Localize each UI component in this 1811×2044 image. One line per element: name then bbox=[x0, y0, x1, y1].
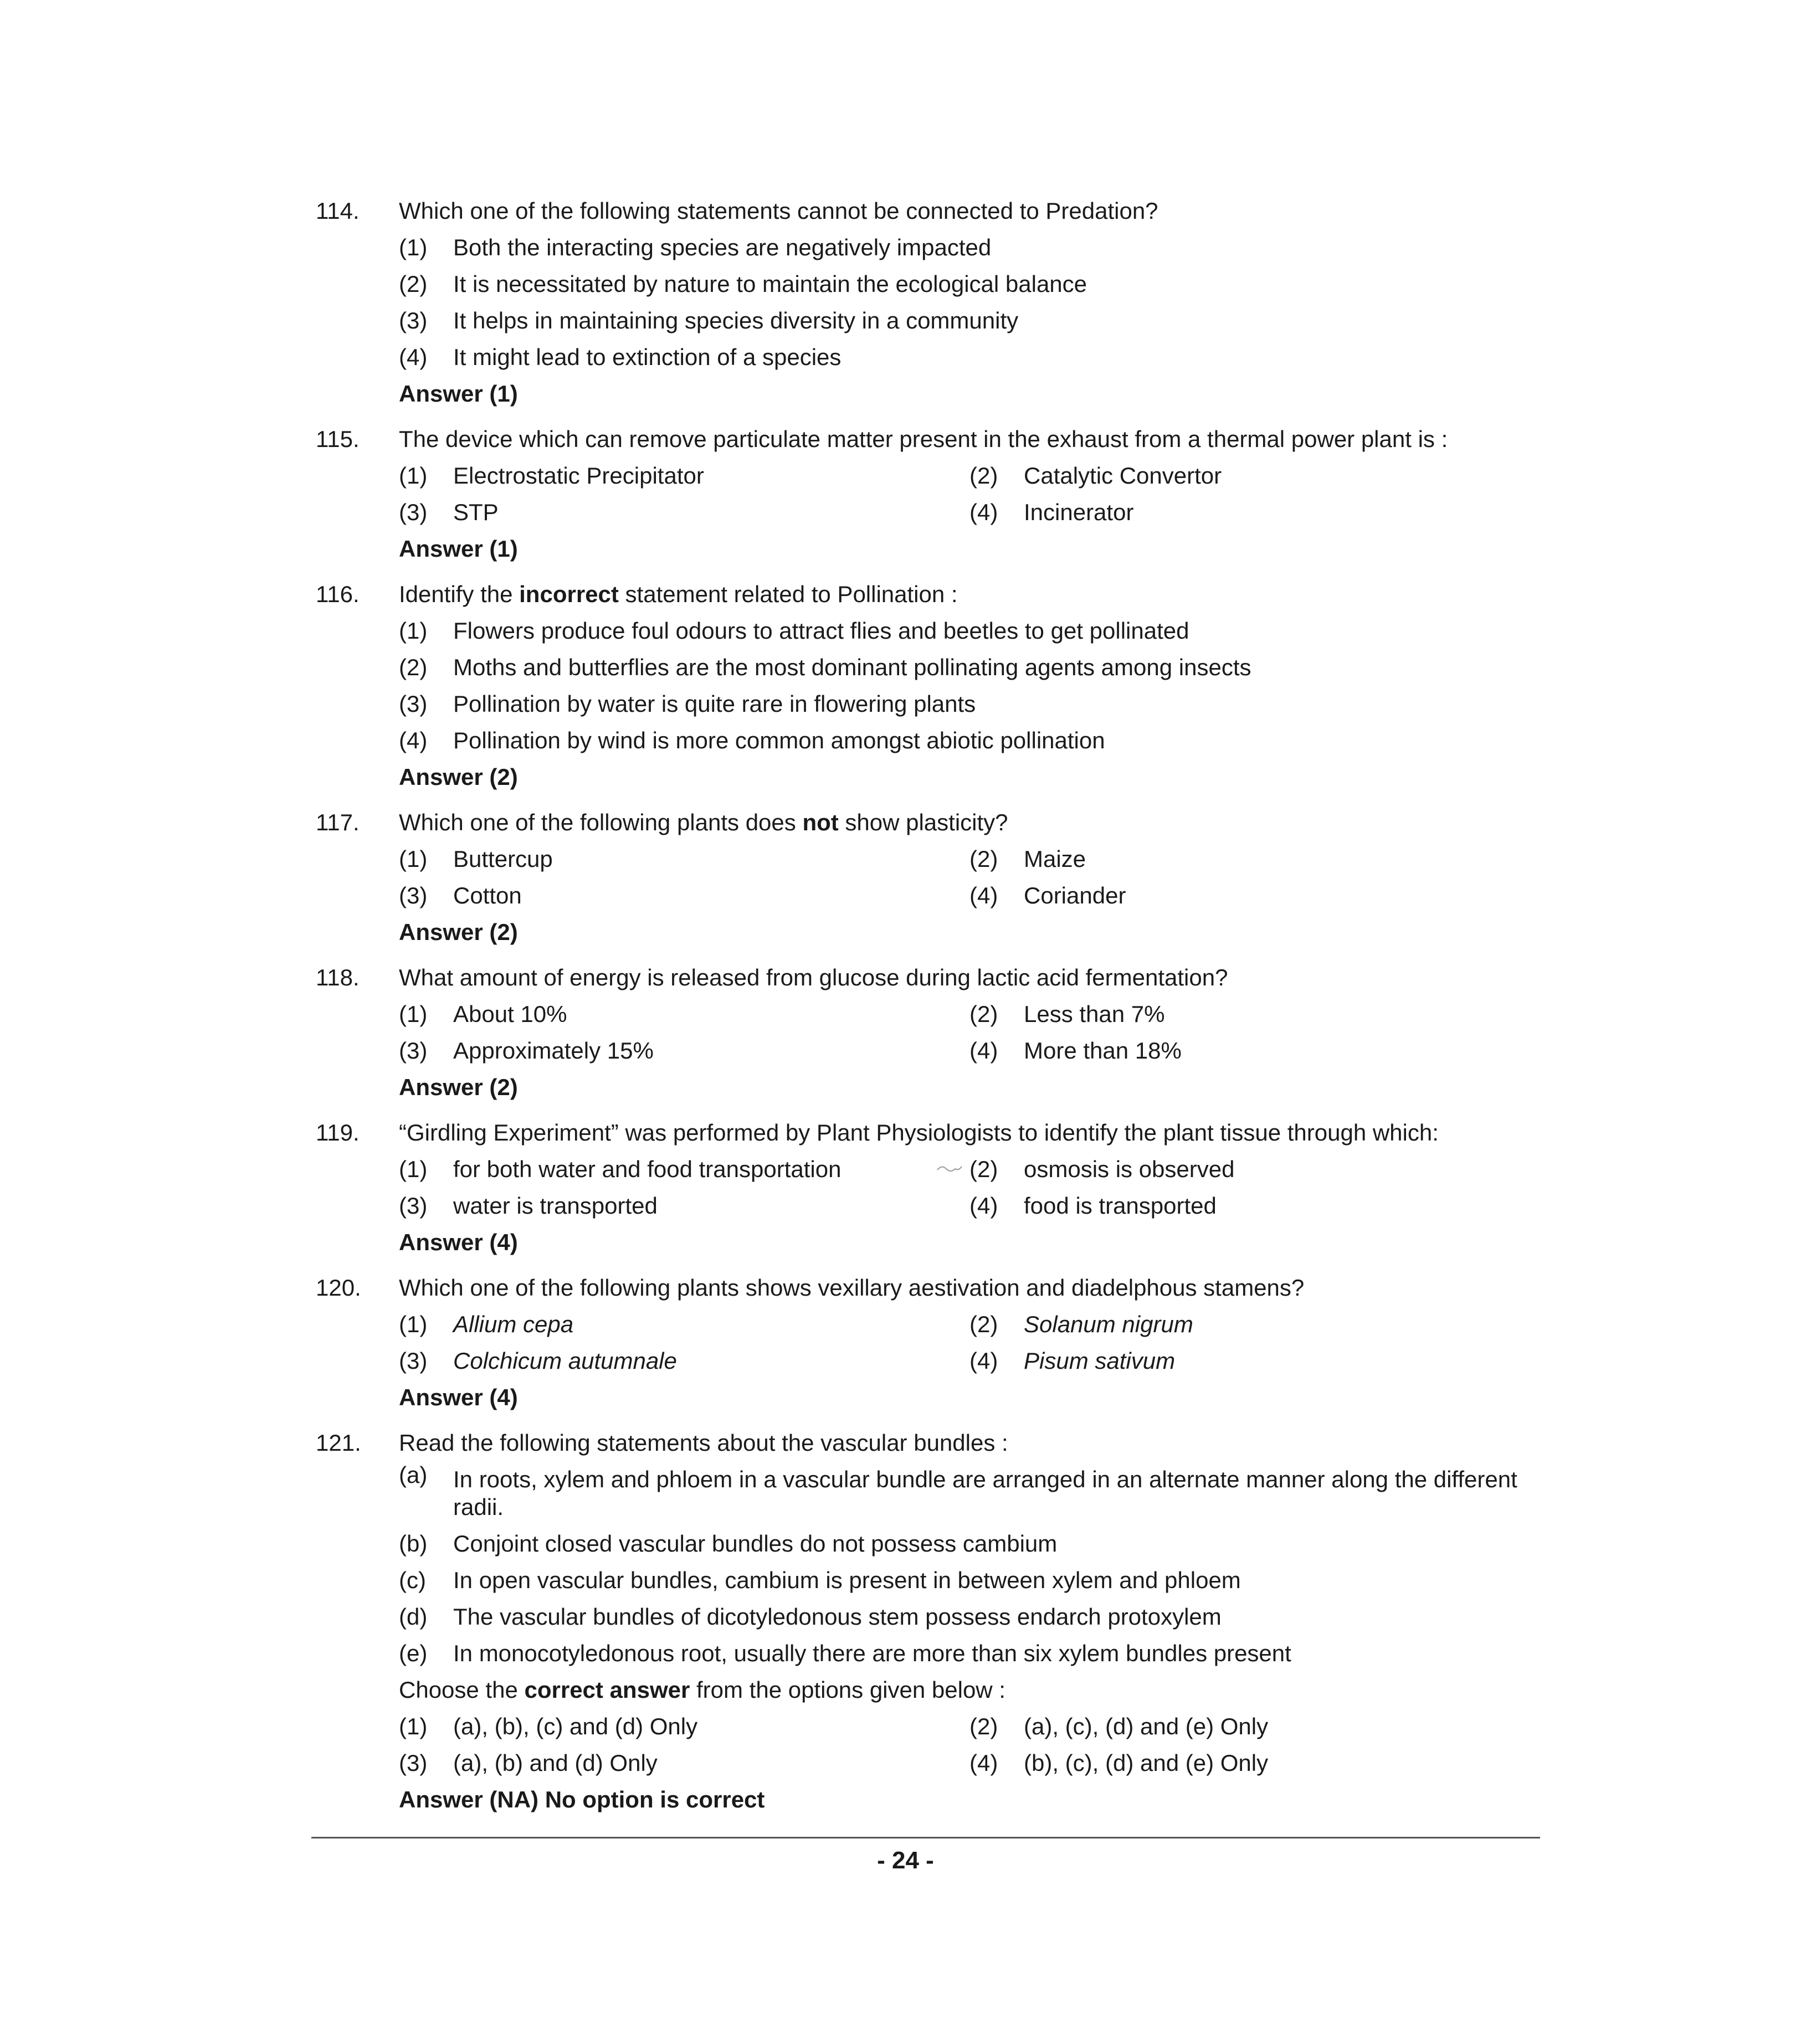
option-text: It helps in maintaining species diversity in a community bbox=[453, 307, 1019, 333]
question-120 bbox=[316, 1270, 1540, 1416]
question-text: Read the following statements about the vascular bundles : bbox=[399, 1430, 1008, 1456]
option-text: More than 18% bbox=[1024, 1038, 1182, 1064]
question-list bbox=[316, 193, 1540, 1827]
question-number: 121. bbox=[316, 1430, 361, 1456]
option-number: (2) bbox=[969, 846, 998, 872]
option-number: (2) bbox=[969, 1156, 998, 1182]
option-text: food is transported bbox=[1024, 1193, 1217, 1219]
option-text: Electrostatic Precipitator bbox=[453, 463, 704, 489]
option-grid bbox=[399, 1708, 1540, 1781]
question-115 bbox=[316, 421, 1540, 567]
question-text: What amount of energy is released from glucose during lactic acid fermentation? bbox=[399, 964, 1228, 990]
option-2 bbox=[969, 1708, 1540, 1745]
option-number: (4) bbox=[969, 1193, 998, 1219]
option-text: Buttercup bbox=[453, 846, 553, 872]
pen-mark bbox=[936, 1162, 963, 1174]
question-number: 117. bbox=[316, 809, 360, 835]
option-3 bbox=[399, 1343, 969, 1379]
option-number: (2) bbox=[969, 1001, 998, 1027]
option-number: (1) bbox=[399, 1001, 428, 1027]
option-1 bbox=[399, 458, 969, 494]
option-text: It is necessitated by nature to maintain the ecological balance bbox=[453, 271, 1087, 297]
option-number: (1) bbox=[399, 1156, 428, 1182]
option-text: for both water and food transportation bbox=[453, 1156, 842, 1182]
option-number: (3) bbox=[399, 499, 428, 525]
option-3 bbox=[399, 302, 1540, 339]
statement-c bbox=[399, 1562, 1540, 1599]
option-number: (1) bbox=[399, 846, 428, 872]
statement-text: In open vascular bundles, cambium is present in between xylem and phloem bbox=[453, 1567, 1241, 1593]
statement-d bbox=[399, 1599, 1540, 1635]
statement-letter: (a) bbox=[399, 1462, 428, 1488]
option-3 bbox=[399, 1188, 969, 1224]
statement-text: The vascular bundles of dicotyledonous stem possess endarch protoxylem bbox=[453, 1604, 1222, 1630]
option-number: (3) bbox=[399, 1750, 428, 1776]
option-text: Pollination by wind is more common amongst abiotic pollination bbox=[453, 727, 1105, 753]
option-4 bbox=[969, 494, 1540, 531]
page-number: - 24 - bbox=[877, 1847, 934, 1874]
option-text: Coriander bbox=[1024, 882, 1126, 908]
option-list bbox=[399, 613, 1540, 759]
option-2 bbox=[399, 266, 1540, 302]
option-text: STP bbox=[453, 499, 499, 525]
option-4 bbox=[969, 1033, 1540, 1069]
option-text: osmosis is observed bbox=[1024, 1156, 1235, 1182]
option-text: Approximately 15% bbox=[453, 1038, 654, 1064]
question-text bbox=[399, 804, 1540, 841]
option-3 bbox=[399, 1033, 969, 1069]
option-text: Colchicum autumnale bbox=[453, 1348, 677, 1374]
question-number: 118. bbox=[316, 964, 360, 990]
footer-divider bbox=[311, 1837, 1540, 1838]
option-4 bbox=[969, 1188, 1540, 1224]
option-number: (1) bbox=[399, 1713, 428, 1739]
question-text: Which one of the following statements cannot be connected to Predation? bbox=[399, 198, 1158, 224]
question-119 bbox=[316, 1115, 1540, 1261]
option-1 bbox=[399, 1708, 969, 1745]
option-text: Solanum nigrum bbox=[1024, 1311, 1193, 1337]
choose-instruction bbox=[399, 1672, 1540, 1708]
question-text-end: show plasticity? bbox=[838, 809, 1008, 835]
option-number: (3) bbox=[399, 307, 428, 333]
question-text-start: Identify the bbox=[399, 581, 520, 607]
statement-e bbox=[399, 1635, 1540, 1672]
option-number: (4) bbox=[969, 882, 998, 908]
question-118 bbox=[316, 959, 1540, 1106]
option-3 bbox=[399, 686, 1540, 722]
option-text: Moths and butterflies are the most dominant pollinating agents among insects bbox=[453, 654, 1251, 680]
option-text: Pollination by water is quite rare in flowering plants bbox=[453, 691, 976, 717]
option-2 bbox=[969, 458, 1540, 494]
option-number: (3) bbox=[399, 882, 428, 908]
option-3 bbox=[399, 1745, 969, 1781]
option-number: (1) bbox=[399, 1311, 428, 1337]
option-text: Maize bbox=[1024, 846, 1086, 872]
option-number: (4) bbox=[969, 1038, 998, 1064]
option-number: (3) bbox=[399, 1348, 428, 1374]
question-text bbox=[399, 576, 1540, 613]
option-text: (a), (b), (c) and (d) Only bbox=[453, 1713, 698, 1739]
choose-text-end: from the options given below : bbox=[690, 1677, 1005, 1703]
option-text: Incinerator bbox=[1024, 499, 1134, 525]
question-number: 114. bbox=[316, 198, 360, 224]
option-text: Both the interacting species are negatively impacted bbox=[453, 234, 992, 260]
option-text: Pisum sativum bbox=[1024, 1348, 1176, 1374]
statement-letter: (e) bbox=[399, 1640, 428, 1666]
statement-letter: (d) bbox=[399, 1604, 428, 1630]
option-4 bbox=[399, 722, 1540, 759]
option-text: water is transported bbox=[453, 1193, 658, 1219]
option-text: About 10% bbox=[453, 1001, 567, 1027]
option-number: (1) bbox=[399, 234, 428, 260]
choose-text-emphasis: correct answer bbox=[524, 1677, 690, 1703]
option-3 bbox=[399, 877, 969, 914]
option-4 bbox=[969, 1343, 1540, 1379]
option-number: (4) bbox=[969, 1750, 998, 1776]
question-number: 119. bbox=[316, 1119, 360, 1146]
question-text-start: Which one of the following plants does bbox=[399, 809, 803, 835]
question-text: Which one of the following plants shows vexillary aestivation and diadelphous stamens? bbox=[399, 1275, 1305, 1301]
option-text: Less than 7% bbox=[1024, 1001, 1165, 1027]
option-1 bbox=[399, 1151, 969, 1188]
answer-label: Answer (2) bbox=[399, 919, 518, 945]
statement-text: In monocotyledonous root, usually there are more than six xylem bundles present bbox=[453, 1640, 1291, 1666]
question-text: The device which can remove particulate matter present in the exhaust from a thermal power plant is : bbox=[399, 426, 1448, 452]
statement-letter: (c) bbox=[399, 1567, 426, 1593]
question-text: “Girdling Experiment” was performed by Plant Physiologists to identify the plant tissue through which: bbox=[399, 1119, 1439, 1146]
option-1 bbox=[399, 996, 969, 1033]
answer-label: Answer (4) bbox=[399, 1229, 518, 1255]
statement-text: In roots, xylem and phloem in a vascular bundle are arranged in an alternate manner along the different radii. bbox=[453, 1466, 1517, 1520]
statement-letter: (b) bbox=[399, 1531, 428, 1557]
question-114 bbox=[316, 193, 1540, 412]
option-2 bbox=[969, 1151, 1540, 1188]
option-4 bbox=[969, 1745, 1540, 1781]
answer-label: Answer (4) bbox=[399, 1384, 518, 1410]
option-grid bbox=[399, 458, 1540, 531]
option-grid bbox=[399, 841, 1540, 914]
option-text: Cotton bbox=[453, 882, 522, 908]
statement-text: Conjoint closed vascular bundles do not possess cambium bbox=[453, 1531, 1058, 1557]
option-2 bbox=[399, 649, 1540, 686]
option-text: Catalytic Convertor bbox=[1024, 463, 1222, 489]
question-number: 120. bbox=[316, 1275, 361, 1301]
question-text-emphasis: incorrect bbox=[519, 581, 619, 607]
option-number: (4) bbox=[969, 1348, 998, 1374]
statement-a bbox=[399, 1461, 1540, 1526]
option-4 bbox=[969, 877, 1540, 914]
option-text: (b), (c), (d) and (e) Only bbox=[1024, 1750, 1269, 1776]
option-number: (3) bbox=[399, 1193, 428, 1219]
answer-label: Answer (NA) No option is correct bbox=[399, 1786, 765, 1812]
option-number: (2) bbox=[969, 1311, 998, 1337]
question-121 bbox=[316, 1425, 1540, 1818]
option-grid bbox=[399, 996, 1540, 1069]
option-number: (4) bbox=[399, 344, 428, 370]
question-number: 116. bbox=[316, 581, 360, 607]
answer-label: Answer (2) bbox=[399, 1074, 518, 1100]
answer-label: Answer (1) bbox=[399, 536, 518, 562]
option-2 bbox=[969, 996, 1540, 1033]
option-number: (3) bbox=[399, 691, 428, 717]
option-1 bbox=[399, 841, 969, 877]
option-text: Allium cepa bbox=[453, 1311, 574, 1337]
option-number: (2) bbox=[399, 271, 428, 297]
option-text: Flowers produce foul odours to attract flies and beetles to get pollinated bbox=[453, 618, 1189, 644]
option-text: It might lead to extinction of a species bbox=[453, 344, 842, 370]
choose-text-start: Choose the bbox=[399, 1677, 525, 1703]
option-2 bbox=[969, 1306, 1540, 1343]
statement-b bbox=[399, 1526, 1540, 1562]
question-116 bbox=[316, 576, 1540, 795]
question-number: 115. bbox=[316, 426, 360, 452]
option-number: (3) bbox=[399, 1038, 428, 1064]
question-text-end: statement related to Pollination : bbox=[618, 581, 958, 607]
option-2 bbox=[969, 841, 1540, 877]
question-text-emphasis: not bbox=[802, 809, 839, 835]
option-number: (2) bbox=[399, 654, 428, 680]
answer-label: Answer (1) bbox=[399, 381, 518, 407]
option-number: (1) bbox=[399, 618, 428, 644]
statement-list bbox=[399, 1461, 1540, 1672]
answer-label: Answer (2) bbox=[399, 764, 518, 790]
option-number: (1) bbox=[399, 463, 428, 489]
option-number: (2) bbox=[969, 1713, 998, 1739]
option-number: (2) bbox=[969, 463, 998, 489]
option-number: (4) bbox=[399, 727, 428, 753]
option-number: (4) bbox=[969, 499, 998, 525]
option-text: (a), (c), (d) and (e) Only bbox=[1024, 1713, 1269, 1739]
option-list bbox=[399, 229, 1540, 376]
question-117 bbox=[316, 804, 1540, 951]
option-1 bbox=[399, 229, 1540, 266]
option-text: (a), (b) and (d) Only bbox=[453, 1750, 658, 1776]
option-3 bbox=[399, 494, 969, 531]
option-4 bbox=[399, 339, 1540, 376]
option-1 bbox=[399, 613, 1540, 649]
option-1 bbox=[399, 1306, 969, 1343]
option-grid bbox=[399, 1306, 1540, 1379]
option-grid bbox=[399, 1151, 1540, 1224]
